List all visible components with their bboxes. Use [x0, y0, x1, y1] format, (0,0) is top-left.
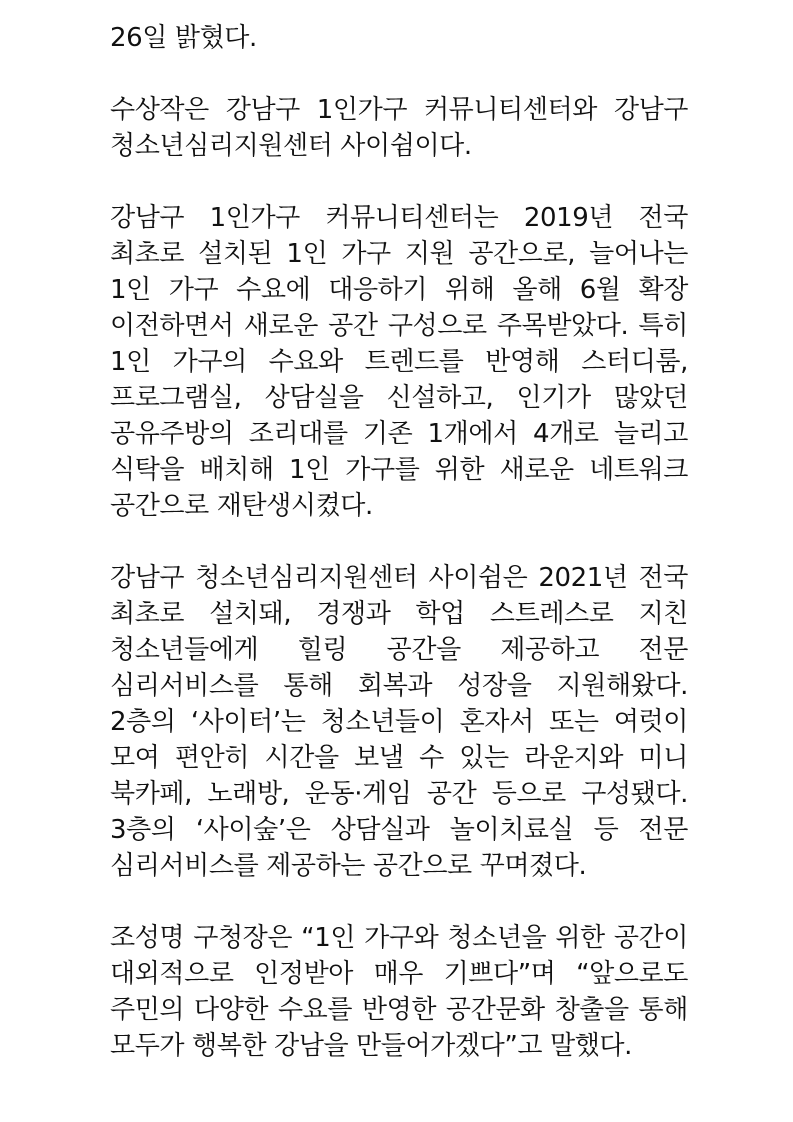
paragraph-single-household-center: 강남구 1인가구 커뮤니티센터는 2019년 전국 최초로 설치된 1인 가구 지원 공간으로, 늘어나는 1인 가구 수요에 대응하기 위해 올해 6월 확장 이전하면서 새로운 공간 구성으로 주목받았다. 특히 1인 가구의 수요와 트렌드를 반영해 스터디룸, 프로그램실, 상담실을 신설하고, 인기가 많았던 공유주방의 조리대를 기존 1개에서 4개로 늘리고 식탁을 배치해 1인 가구를 위한 새로운 네트워크 공간으로 재탄생시켰다.: [110, 203, 688, 521]
paragraph-mayor-quote: 조성명 구청장은 “1인 가구와 청소년을 위한 공간이 대외적으로 인정받아 매우 기쁘다”며 “앞으로도 주민의 다양한 수요를 반영한 공간문화 창출을 통해 모두가 행복한 강남을 만들어가겠다”고 말했다.: [110, 923, 688, 1061]
paragraph-date-intro: 26일 밝혔다.: [110, 23, 257, 53]
article-body: [110, 20, 688, 1064]
paragraph-award-winners: 수상작은 강남구 1인가구 커뮤니티센터와 강남구 청소년심리지원센터 사이쉼이다.: [110, 95, 688, 161]
paragraph-youth-psych-center: 강남구 청소년심리지원센터 사이쉼은 2021년 전국 최초로 설치돼, 경쟁과 학업 스트레스로 지친 청소년들에게 힐링 공간을 제공하고 전문 심리서비스를 통해 회복과 성장을 지원해왔다. 2층의 ‘사이터’는 청소년들이 혼자서 또는 여럿이 모여 편안히 시간을 보낼 수 있는 라운지와 미니 북카페, 노래방, 운동·게임 공간 등으로 구성됐다. 3층의 ‘사이숲’은 상담실과 놀이치료실 등 전문 심리서비스를 제공하는 공간으로 꾸며졌다.: [110, 563, 688, 881]
